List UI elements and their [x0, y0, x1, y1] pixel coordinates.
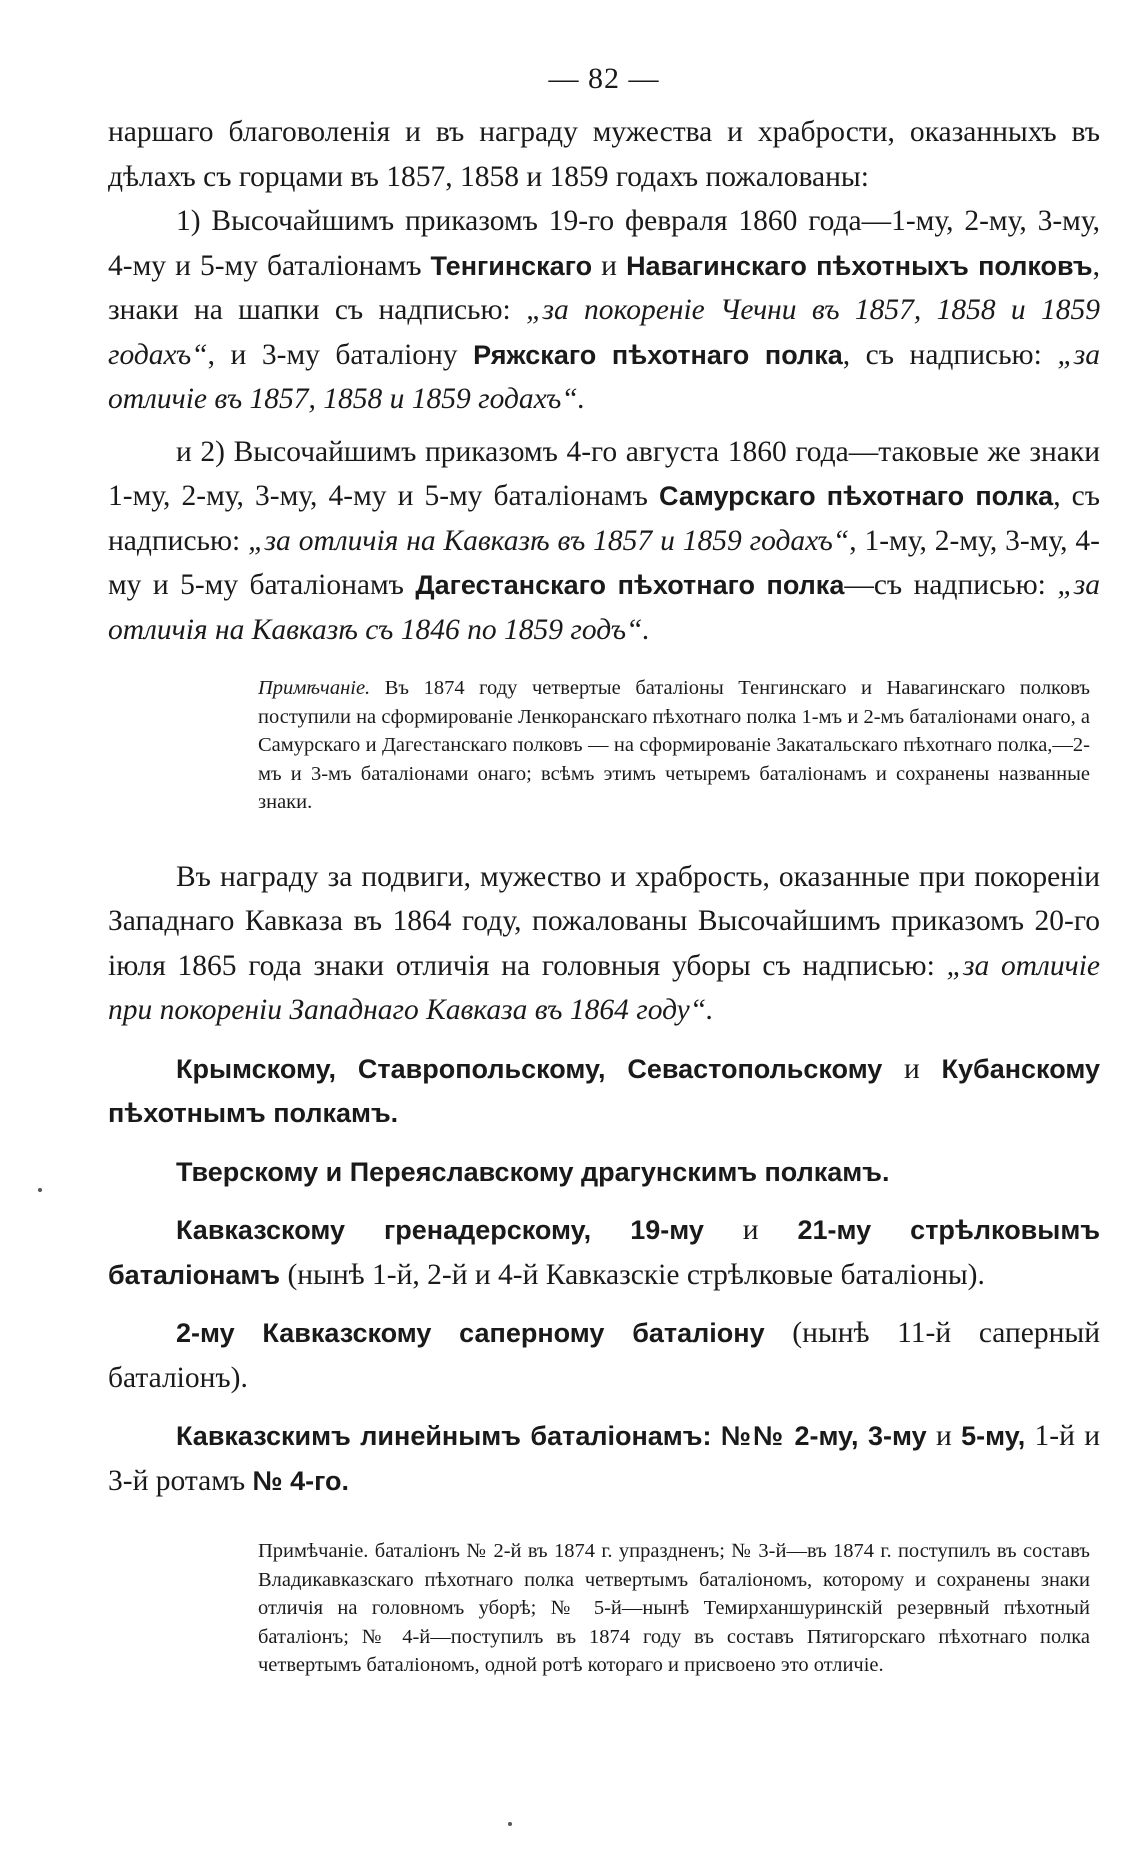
text: 1-й и 3-й ротамъ [108, 1420, 1100, 1497]
regiment-name: Навагинскаго пѣхотныхъ полковъ [626, 250, 1093, 281]
unit-name: № 4-го. [252, 1465, 349, 1496]
regiment-name: Тенгинскаго [430, 250, 593, 281]
unit-entry [108, 1150, 1100, 1195]
intro-paragraph: наршаго благоволенія и въ награду мужества и храбрости, оказанныхъ въ дѣлахъ съ горцами въ 1857, 1858 и 1859 годахъ пожалованы: [108, 116, 1100, 193]
unit-entry [108, 1414, 1100, 1503]
unit-name: 5-му, [961, 1421, 1026, 1451]
print-speck [508, 1822, 512, 1826]
text: и [592, 249, 627, 282]
text: 1) Высочайшимъ приказомъ 19-го февраля 1860 года—1-му, 2-му, 3-му, 4-му и 5-му баталіонамъ [108, 205, 1100, 282]
text: , знаки на шапки съ надписью: [108, 249, 1100, 326]
unit-name: Крымскому, Ставропольскому, Севастопольскому [176, 1053, 883, 1084]
text: и 2) Высочайшимъ приказомъ 4-го августа 1860 года—таковые же знаки 1-му, 2-му, 3-му, 4-му и 5-му баталіонамъ [108, 435, 1100, 512]
footnote-text: баталіонъ № 2-й въ 1874 г. упраздненъ; № 3-й—въ 1874 г. поступилъ въ составъ Владикавказскаго пѣхотнаго полка четвертымъ баталіономъ, которому и сохранены знаки отличія на головномъ уборѣ; № 5-й—нынѣ Темирханшуринскій резервный пѣхотный баталіонъ; № 4-й—поступилъ въ 1874 году въ составъ Пятигорскаго пѣхотнаго полка четвертымъ баталіономъ, одной ротѣ котораго и присвоено это отличіе. [258, 1540, 1090, 1676]
text: (нынѣ 1-й, 2-й и 4-й Кавказскіе стрѣлковые баталіоны). [280, 1258, 985, 1291]
print-speck [38, 1188, 42, 1192]
text: и [926, 1420, 962, 1452]
footnote-text: Въ 1874 году четвертые баталіоны Тенгинскаго и Навагинскаго полковъ поступили на сформированіе Ленкоранскаго пѣхотнаго полка 1-мъ и 2-мъ баталіонами онаго, а Самурскаго и Дагестанскаго полковъ — на сформированіе Закатальскаго пѣхотнаго полка,—2-мъ и 3-мъ баталіонами онаго; всѣмъ этимъ четыремъ баталіонамъ и сохранены названные знаки. [258, 677, 1090, 813]
unit-name: Кавказскому гренадерскому, 19-му [176, 1215, 704, 1245]
text: , 1-му, 2-му, 3-му, 4-му и 5-му баталіонамъ [108, 524, 1100, 601]
text: , и 3-му баталіону [207, 338, 474, 371]
inscription: „за отличія на Кавказѣ съ 1846 по 1859 годъ“. [108, 569, 1100, 646]
text: Въ награду за подвиги, мужество и храбрость, оказанные при покореніи Западнаго Кавказа въ 1864 году, пожалованы Высочайшимъ приказомъ 20-го іюля 1865 года знаки отличія на головныя уборы съ надписью: [108, 860, 1100, 982]
unit-name: 2-му Кавказскому саперному баталіону [176, 1318, 765, 1348]
text: и [703, 1214, 798, 1246]
unit-entry [108, 1208, 1100, 1297]
footnote-1 [258, 674, 1090, 817]
regiment-name: Дагестанскаго пѣхотнаго полка [415, 570, 845, 600]
unit-name: Тверскому и Переяславскому драгунскимъ полкамъ. [176, 1156, 890, 1187]
footnote-2 [258, 1537, 1090, 1680]
regiment-name: Самурскаго пѣхотнаго полка [659, 481, 1054, 511]
page-number: — 82 — [548, 62, 660, 95]
text: , съ надписью: [108, 480, 1100, 557]
unit-name: Кубанскому пѣхотнымъ полкамъ. [108, 1053, 1100, 1128]
unit-entry [108, 1311, 1100, 1400]
text: , съ надписью: [842, 338, 1058, 371]
award-paragraph-1 [108, 199, 1100, 422]
text: —съ надписью: [844, 569, 1058, 601]
regiment-name: Ряжскаго пѣхотнаго полка [473, 339, 843, 370]
text: и [882, 1052, 942, 1085]
unit-entry [108, 1047, 1100, 1136]
award-paragraph-2 [108, 430, 1100, 653]
inscription: „за отличіе при покореніи Западнаго Кавказа въ 1864 году“. [108, 949, 1101, 1026]
inscription: „за отличія на Кавказѣ въ 1857 и 1859 годахъ“ [248, 524, 850, 557]
unit-name: 21-му стрѣлковымъ баталіонамъ [108, 1215, 1100, 1290]
award-paragraph-3 [108, 855, 1100, 1033]
inscription: „за покореніе Чечни въ 1857, 1858 и 1859 годахъ“ [108, 294, 1100, 371]
unit-name: Кавказскимъ линейнымъ баталіонамъ: №№ 2-му, 3-му [176, 1421, 927, 1451]
footnote-label: Примѣчаніе. [258, 677, 371, 699]
inscription: „за отличіе въ 1857, 1858 и 1859 годахъ“. [108, 338, 1100, 415]
text: (нынѣ 11-й саперный баталіонъ). [108, 1317, 1100, 1394]
footnote-label: Примѣчаніе. [258, 1540, 369, 1562]
